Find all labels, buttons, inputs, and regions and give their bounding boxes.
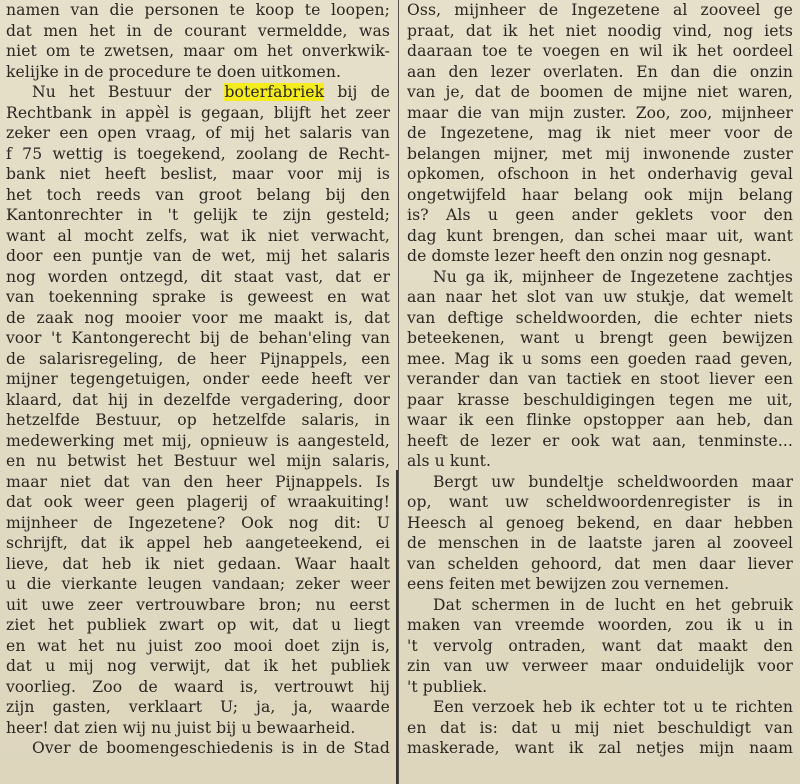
text-line: het toch reeds van groot belang bij den bbox=[6, 185, 390, 204]
text-line: zeker een open vraag, of mij het salaris van bbox=[6, 124, 390, 142]
text-line: is? Als u geen ander geklets voor den bbox=[407, 206, 793, 224]
text-line bbox=[6, 82, 390, 103]
text-line: heeft de lezer er ook wat aan, tenminste... bbox=[407, 431, 793, 450]
text-line: f 75 wettig is toegekend, zoolang de Recht- bbox=[6, 144, 390, 163]
text-line: maken van vreemde woorden, zou ik u in bbox=[407, 616, 793, 634]
text-line: de Ingezetene, mag ik niet meer voor de bbox=[407, 124, 793, 142]
text-line: 't vervolg ontraden, want dat maakt den bbox=[407, 636, 793, 655]
text-line: dat men het in de courant vermeldde, was bbox=[6, 21, 390, 40]
text-line: beteekenen, want u brengt geen bewijzen bbox=[407, 329, 793, 347]
article-column-right bbox=[407, 0, 793, 759]
text-line: op, want uw scheldwoordenregister is in bbox=[407, 493, 793, 511]
text-line: daaraan toe te voegen en wil ik het oordeel bbox=[407, 42, 793, 60]
text-line: hetzelfde Bestuur, op hetzelfde salaris, in bbox=[6, 411, 390, 429]
text-line: u die vierkante leugen vandaan; zeker weer bbox=[6, 575, 390, 593]
text-line: schrijft, dat ik appel heb aangeteekend, ei bbox=[6, 534, 390, 552]
text-line: klaard, dat hij in dezelfde vergadering, door bbox=[6, 390, 390, 409]
text-line: Kantonrechter in 't gelijk te zijn gesteld; bbox=[6, 206, 390, 224]
text-line: lieve, dat heb ik niet gedaan. Waar haalt bbox=[6, 554, 390, 573]
text-line: Een verzoek heb ik echter tot u te richten bbox=[433, 698, 793, 716]
text-line: maskerade, want ik zal netjes mijn naam bbox=[407, 739, 793, 757]
column-divider-lower bbox=[396, 470, 398, 784]
text-line: voorlieg. Zoo de waard is, vertrouwt hij bbox=[6, 677, 390, 696]
text-line: paar krasse beschuldigingen tegen me uit, bbox=[407, 390, 793, 409]
text-line: namen van die personen te koop te loopen; bbox=[6, 1, 390, 19]
text-line: uit uwe zeer vertrouwbare bron; nu eerst bbox=[6, 595, 390, 614]
text-line: maar niet dat van den heer Pijnappels. Is bbox=[6, 472, 390, 491]
text-line: mijnheer de Ingezetene? Ook nog dit: U bbox=[6, 513, 390, 532]
text-line: mijner tegengetuigen, onder eede heeft ver bbox=[6, 370, 390, 388]
text-line: dat ook weer geen plagerij of wraakuiting! bbox=[6, 493, 390, 511]
text-line: bank niet heeft beslist, maar voor mij is bbox=[6, 165, 390, 183]
text-line: 't publiek. bbox=[407, 677, 488, 696]
text-fragment: bij de bbox=[324, 83, 390, 101]
highlighted-search-term: boterfabriek bbox=[224, 83, 325, 101]
text-line: kelijke in de procedure te doen uitkomen. bbox=[6, 62, 342, 81]
text-line: Nu ga ik, mijnheer de Ingezetene zachtjes bbox=[433, 267, 793, 286]
text-line: niet om te zwetsen, maar om het onverkwik- bbox=[6, 42, 390, 60]
text-line: en dat is: dat u mij niet beschuldigt van bbox=[407, 718, 793, 737]
text-line: dag kunt brengen, dan schei maar uit, want bbox=[407, 226, 793, 245]
text-line: Rechtbank in appèl is gegaan, blijft het zeer bbox=[6, 103, 390, 122]
text-line: waar ik een flinke opstopper aan heb, dan bbox=[407, 411, 793, 429]
text-line: eens feiten met bewijzen zou vernemen. bbox=[407, 575, 730, 593]
text-line: nog worden ontzegd, dit staat vast, dat er bbox=[6, 267, 390, 286]
text-line: belangen mijner, met mij inwonende zuster bbox=[407, 144, 793, 163]
text-line: voor 't Kantongerecht bij de behan'eling van bbox=[6, 329, 390, 347]
text-line: dat u mij nog verwijt, dat ik het publiek bbox=[6, 657, 390, 675]
text-line: zin van uw verweer maar onduidelijk voor bbox=[407, 657, 793, 675]
article-column-left bbox=[6, 0, 390, 759]
text-line: want al mocht zelfs, wat ik niet verwacht, bbox=[6, 226, 390, 245]
text-line: de zaak nog mooier voor me maakt is, dat bbox=[6, 308, 390, 327]
column-divider bbox=[398, 0, 399, 784]
text-line: de domste lezer heeft den onzin nog gesnapt. bbox=[407, 247, 772, 265]
text-line: ziet het publiek zwart op wit, dat u liegt bbox=[6, 616, 390, 634]
text-line: en wat het nu juist zoo mooi doet zijn is, bbox=[6, 636, 390, 655]
text-line: mee. Mag ik u soms een goeden raad geven, bbox=[407, 349, 793, 368]
text-line: verander dan van tactiek en stoot liever een bbox=[407, 370, 793, 388]
text-line: heer! dat zien wij nu juist bij u bewaarheid. bbox=[6, 718, 356, 737]
text-line: zijn gasten, verklaart U; ja, ja, waarde bbox=[6, 698, 390, 716]
text-line: de menschen in de laatste jaren al zooveel bbox=[407, 534, 793, 552]
text-line: opkomen, ofschoon in het onderhavig geval bbox=[407, 165, 793, 183]
text-line: Bergt uw bundeltje scheldwoorden maar bbox=[433, 472, 793, 491]
text-line: ongetwijfeld haar belang ook mijn belang bbox=[407, 185, 793, 204]
text-line: medewerking met mij, opnieuw is aangesteld, bbox=[6, 431, 390, 450]
text-line: de salarisregeling, de heer Pijnappels, een bbox=[6, 349, 390, 368]
text-line: Dat schermen in de lucht en het gebruik bbox=[433, 595, 793, 614]
text-line: van je, dat de boomen de mijne niet waren, bbox=[407, 83, 793, 101]
text-line: Over de boomengeschiedenis is in de Stad bbox=[32, 739, 390, 757]
text-line: aan den lezer overlaten. En dan die onzin bbox=[407, 62, 793, 81]
text-line: van toekenning sprake is geweest en wat bbox=[6, 288, 390, 306]
text-line: Oss, mijnheer de Ingezetene al zooveel ge bbox=[407, 1, 793, 19]
text-line: Heesch al genoeg bekend, en daar hebben bbox=[407, 513, 793, 532]
text-line: en nu betwist het Bestuur wel mijn salaris, bbox=[6, 452, 390, 470]
text-line: van schelden gehoord, dat men daar liever bbox=[407, 554, 793, 573]
text-fragment: Nu het Bestuur der bbox=[32, 83, 225, 101]
text-line: maar die van mijn zuster. Zoo, zoo, mijnheer bbox=[407, 103, 793, 122]
text-line: als u kunt. bbox=[407, 452, 492, 470]
text-line: van deftige scheldwoorden, die echter niets bbox=[407, 308, 793, 327]
text-line: praat, dat ik het niet noodig vind, nog iets bbox=[407, 21, 793, 40]
text-line: aan naar het slot van uw stukje, dat wemelt bbox=[407, 288, 793, 306]
text-line: door een puntje van de wet, mij het salaris bbox=[6, 247, 390, 265]
